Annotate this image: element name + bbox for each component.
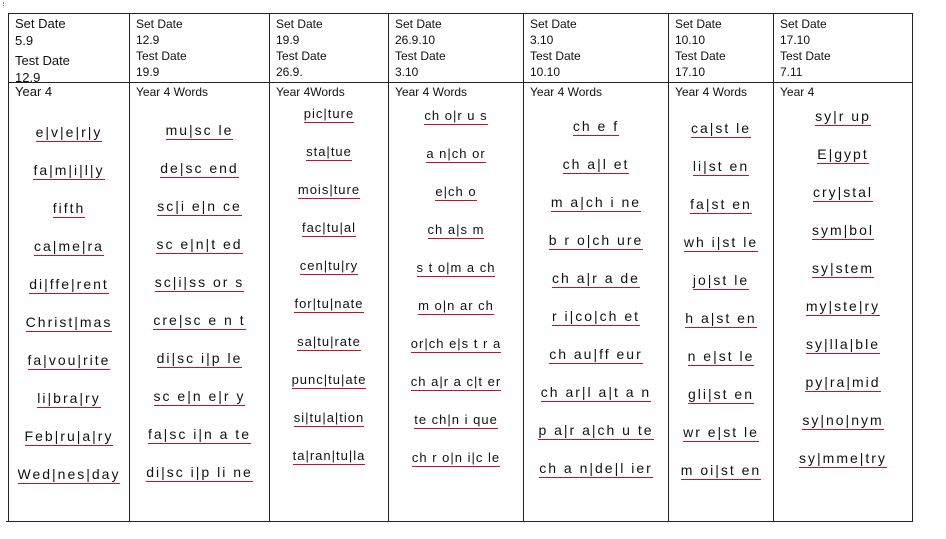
spelling-word	[524, 270, 668, 286]
spelling-word-text: e|v|e|r|y	[35, 124, 103, 140]
spelling-word-text: sc e|n|t ed	[156, 236, 243, 252]
spelling-word	[130, 312, 269, 328]
spelling-word	[9, 124, 129, 140]
set-date-label: Set Date	[276, 17, 323, 31]
spelling-word-text: ch a|l et	[562, 156, 630, 172]
set-date-value: 5.9	[15, 33, 34, 48]
spelling-word	[774, 336, 912, 352]
set-date-value: 19.9	[276, 33, 300, 47]
test-date-label: Test Date	[395, 49, 446, 63]
spelling-word	[270, 448, 388, 463]
words-cell-4	[389, 83, 524, 522]
spelling-word	[9, 238, 129, 254]
spelling-word	[524, 308, 668, 324]
spelling-word-text: Feb|ru|a|ry	[24, 428, 114, 444]
set-date-label: Set Date	[780, 17, 827, 31]
words-cell-6	[669, 83, 774, 522]
spelling-word-text: te ch|n i que	[414, 412, 498, 427]
spelling-word-text: ch o|r u s	[424, 108, 488, 123]
spelling-word-text: a n|ch or	[426, 146, 486, 161]
spelling-word-text: sc|i e|n ce	[157, 198, 242, 214]
spelling-word	[774, 412, 912, 428]
spelling-word-text: punc|tu|ate	[291, 372, 367, 387]
test-date-value: 10.10	[530, 65, 561, 79]
spelling-word	[669, 158, 773, 174]
spelling-word	[270, 106, 388, 121]
spelling-word	[9, 200, 129, 216]
date-row	[8, 13, 913, 83]
spelling-word	[9, 162, 129, 178]
spelling-word	[270, 410, 388, 425]
test-date-value: 3.10	[395, 65, 419, 79]
spelling-word	[130, 426, 269, 442]
spelling-word-text: cre|sc e n t	[153, 312, 246, 328]
spelling-word-text: li|bra|ry	[37, 390, 101, 406]
date-cell-6	[669, 13, 774, 83]
spelling-word-text: sy|lla|ble	[806, 336, 880, 352]
spelling-word-text: ta|ran|tu|la	[292, 448, 366, 463]
spelling-word-text: fac|tu|al	[301, 220, 357, 235]
spelling-word-text: ch a|r a de	[552, 270, 640, 286]
spelling-word-text: Christ|mas	[25, 314, 113, 330]
spelling-word-text: ch a|s m	[427, 222, 485, 237]
date-cell-3	[270, 13, 389, 83]
spelling-word-text: cen|tu|ry	[299, 258, 359, 273]
spelling-word	[130, 274, 269, 290]
spelling-word-text: e|ch o	[435, 184, 477, 199]
spelling-word-text: pic|ture	[303, 106, 355, 121]
spelling-word	[389, 108, 523, 123]
year-heading: Year 4 Words	[530, 85, 603, 99]
date-cell-7	[774, 13, 913, 83]
spelling-word-text: cry|stal	[812, 184, 874, 200]
spelling-word	[130, 160, 269, 176]
spelling-word	[270, 220, 388, 235]
spelling-word	[270, 296, 388, 311]
set-date-label: Set Date	[395, 17, 442, 31]
spelling-word	[130, 122, 269, 138]
spelling-word	[130, 388, 269, 404]
spelling-word-text: sa|tu|rate	[297, 334, 361, 349]
words-cell-2	[130, 83, 270, 522]
spelling-word	[524, 422, 668, 438]
test-date-label: Test Date	[136, 49, 187, 63]
set-date-label: Set Date	[675, 17, 722, 31]
test-date-label: Test Date	[276, 49, 327, 63]
spelling-word	[524, 118, 668, 134]
spelling-word	[130, 350, 269, 366]
spelling-word-text: di|sc i|p li ne	[146, 464, 253, 480]
spelling-word	[389, 450, 523, 465]
spelling-word-text: mois|ture	[297, 182, 361, 197]
spelling-word	[524, 346, 668, 362]
spelling-word-text: ca|st le	[690, 120, 752, 136]
year-heading: Year 4 Words	[136, 85, 209, 99]
spelling-word-text: gli|st en	[688, 386, 754, 402]
spelling-word-text: fa|sc i|n a te	[148, 426, 251, 442]
test-date-value: 12.9	[15, 70, 41, 85]
set-date-label: Set Date	[136, 17, 183, 31]
spelling-word	[9, 466, 129, 482]
set-date-value: 12.9	[136, 33, 160, 47]
spelling-word-text: sc e|n e|r y	[153, 388, 246, 404]
spelling-word-text: m oi|st en	[680, 462, 762, 478]
spelling-word	[389, 222, 523, 237]
spelling-word-text: ch e f	[572, 118, 620, 134]
spelling-word	[389, 374, 523, 389]
spelling-word-text: ch r o|n i|c le	[411, 450, 501, 465]
spelling-word-text: or|ch e|s t r a	[410, 336, 502, 351]
spelling-word	[669, 424, 773, 440]
year-heading: Year 4 Words	[675, 85, 748, 99]
spelling-word	[774, 146, 912, 162]
set-date-value: 17.10	[780, 33, 811, 47]
spelling-word-text: m a|ch i ne	[550, 194, 642, 210]
test-date-value: 19.9	[136, 65, 160, 79]
spelling-word	[9, 314, 129, 330]
spelling-word	[669, 272, 773, 288]
spelling-word	[774, 450, 912, 466]
spelling-word-text: b r o|ch ure	[548, 232, 644, 248]
spelling-word-text: h a|st en	[685, 310, 757, 326]
spelling-word	[524, 156, 668, 172]
spelling-word	[774, 260, 912, 276]
spelling-word	[389, 298, 523, 313]
corner-mark	[3, 2, 6, 6]
spelling-word	[774, 222, 912, 238]
spelling-word-text: py|ra|mid	[805, 374, 881, 390]
spelling-word	[130, 236, 269, 252]
spelling-word	[389, 184, 523, 199]
words-cell-7	[774, 83, 913, 522]
spelling-word-text: for|tu|nate	[294, 296, 364, 311]
spelling-word	[130, 198, 269, 214]
set-date-value: 26.9.10	[395, 33, 436, 47]
spelling-word	[389, 146, 523, 161]
spelling-word	[774, 184, 912, 200]
spelling-word-text: fa|st en	[690, 196, 752, 212]
test-date-value: 7.11	[780, 65, 803, 79]
spelling-word-text: mu|sc le	[165, 122, 234, 138]
spelling-word-text: wh i|st le	[683, 234, 759, 250]
set-date-value: 10.10	[675, 33, 706, 47]
spelling-word-text: sym|bol	[812, 222, 874, 238]
spelling-word	[270, 372, 388, 387]
spelling-word-text: r i|co|ch et	[551, 308, 641, 324]
test-date-label: Test Date	[15, 53, 70, 68]
words-cell-3	[270, 83, 389, 522]
spelling-word-text: my|ste|ry	[805, 298, 881, 314]
year-heading: Year 4	[780, 85, 815, 99]
spelling-word-text: ch au|ff eur	[549, 346, 643, 362]
test-date-label: Test Date	[530, 49, 581, 63]
words-cell-1	[8, 83, 130, 522]
spelling-word	[9, 352, 129, 368]
spelling-word-text: sta|tue	[306, 144, 352, 159]
spelling-word	[389, 412, 523, 427]
spelling-word	[389, 336, 523, 351]
spelling-word	[9, 276, 129, 292]
year-heading: Year 4Words	[276, 85, 345, 99]
test-date-label: Test Date	[675, 49, 726, 63]
test-date-value: 17.10	[675, 65, 706, 79]
spelling-word	[774, 298, 912, 314]
spelling-word-text: ch a|r a c|t er	[410, 374, 502, 389]
spelling-word	[669, 310, 773, 326]
spelling-word-text: sy|stem	[812, 260, 874, 276]
spelling-word	[774, 108, 912, 124]
words-row	[8, 83, 913, 522]
spelling-word-text: sy|no|nym	[802, 412, 884, 428]
spelling-word	[669, 348, 773, 364]
spelling-word	[524, 460, 668, 476]
spelling-word	[9, 428, 129, 444]
spelling-word	[669, 386, 773, 402]
spelling-word	[669, 234, 773, 250]
spelling-word-text: Wed|nes|day	[17, 466, 121, 482]
spelling-word-text: jo|st le	[692, 272, 750, 288]
spelling-word	[524, 232, 668, 248]
spelling-word	[669, 196, 773, 212]
spelling-word	[270, 182, 388, 197]
spelling-word	[9, 390, 129, 406]
spelling-word	[389, 260, 523, 275]
spelling-word-text: di|ffe|rent	[29, 276, 109, 292]
spelling-word-text: fifth	[52, 200, 86, 216]
spelling-table	[8, 13, 913, 522]
spelling-word-text: p a|r a|ch u te	[538, 422, 654, 438]
spelling-word-text: ch ar|l a|t a n	[540, 384, 652, 400]
date-cell-5	[524, 13, 669, 83]
spelling-word	[270, 334, 388, 349]
spelling-word-text: li|st en	[692, 158, 750, 174]
spelling-word	[270, 144, 388, 159]
spelling-word	[270, 258, 388, 273]
date-cell-2	[130, 13, 270, 83]
spelling-word	[774, 374, 912, 390]
spelling-word-text: m o|n ar ch	[418, 298, 494, 313]
test-date-value: 26.9.	[276, 65, 303, 79]
spelling-word	[130, 464, 269, 480]
test-date-label: Test Date	[780, 49, 831, 63]
year-heading: Year 4	[15, 84, 53, 99]
spelling-word-text: E|gypt	[817, 146, 869, 162]
spelling-word-text: fa|m|i|l|y	[33, 162, 105, 178]
spelling-word	[669, 120, 773, 136]
set-date-value: 3.10	[530, 33, 554, 47]
date-cell-1	[8, 13, 130, 83]
words-cell-5	[524, 83, 669, 522]
spelling-word-text: de|sc end	[160, 160, 239, 176]
set-date-label: Set Date	[15, 16, 66, 31]
spelling-word-text: si|tu|a|tion	[293, 410, 365, 425]
spelling-word-text: sy|mme|try	[799, 450, 887, 466]
spelling-word	[524, 194, 668, 210]
spelling-word-text: sc|i|ss or s	[154, 274, 245, 290]
spelling-word-text: di|sc i|p le	[156, 350, 243, 366]
spelling-word-text: ch a n|de|l ier	[539, 460, 653, 476]
spelling-word-text: fa|vou|rite	[27, 352, 111, 368]
spelling-word-text: s t o|m a ch	[416, 260, 496, 275]
date-cell-4	[389, 13, 524, 83]
spelling-word	[524, 384, 668, 400]
spelling-word-text: wr e|st le	[683, 424, 759, 440]
spelling-word-text: ca|me|ra	[34, 238, 104, 254]
year-heading: Year 4 Words	[395, 85, 468, 99]
spelling-word-text: n e|st le	[687, 348, 755, 364]
bottom-left-tick	[6, 521, 8, 522]
set-date-label: Set Date	[530, 17, 577, 31]
spelling-word-text: sy|r up	[815, 108, 871, 124]
spelling-word	[669, 462, 773, 478]
